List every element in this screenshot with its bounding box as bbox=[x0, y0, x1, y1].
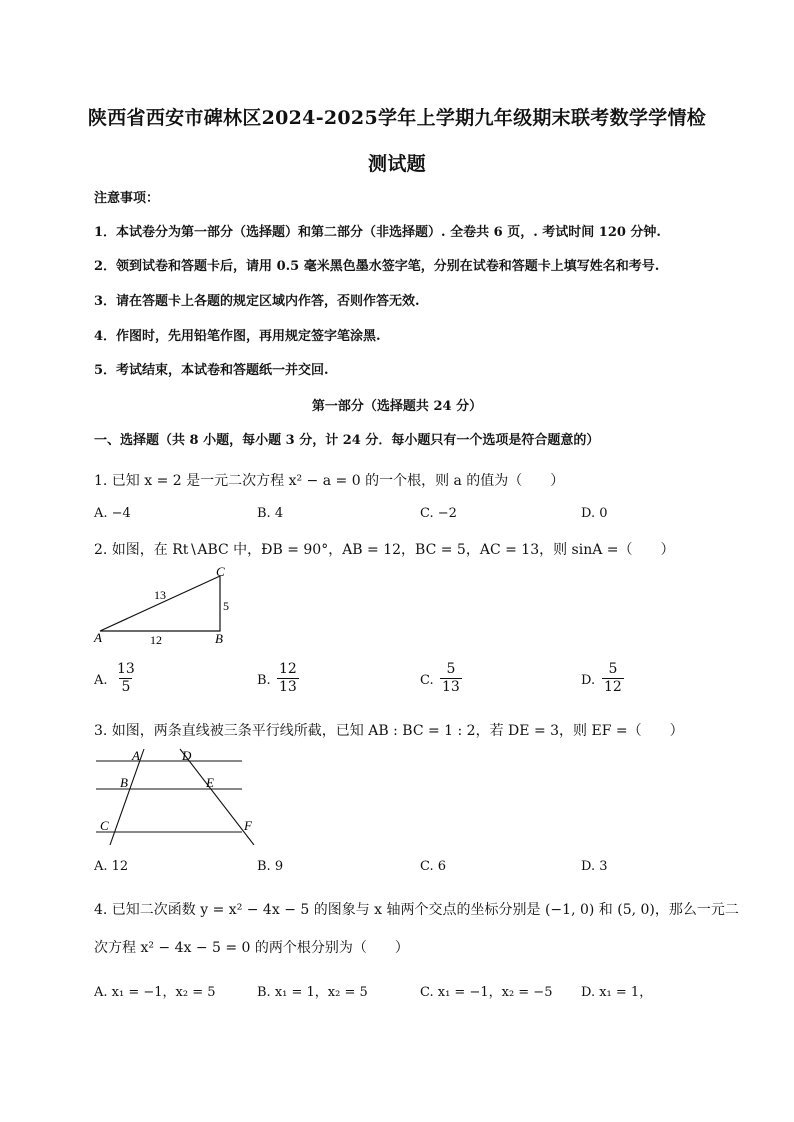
vertex-a-label: A bbox=[94, 630, 102, 645]
q2-option-c-letter: C. bbox=[420, 673, 434, 688]
triangle-outline bbox=[100, 576, 220, 631]
q1-stem: 1. 已知 x = 2 是一元二次方程 x² − a = 0 的一个根，则 a 的值为（ ） bbox=[94, 473, 565, 489]
point-f-label: F bbox=[244, 818, 252, 833]
q2-option-d-letter: D. bbox=[581, 673, 596, 688]
q3-option-c: C. 6 bbox=[420, 859, 447, 874]
notice-item-3: 3．请在答题卡上各题的规定区域内作答，否则作答无效. bbox=[94, 294, 420, 309]
point-c-label: C bbox=[100, 818, 109, 833]
point-b-label: B bbox=[120, 775, 128, 790]
point-d-label: D bbox=[182, 748, 192, 763]
vertex-c-label: C bbox=[216, 564, 225, 579]
q1-option-a: A. −4 bbox=[94, 506, 131, 521]
point-e-label: E bbox=[206, 775, 214, 790]
q2-option-b-fraction: $\frac{12}{13}$ bbox=[279, 661, 297, 695]
q2-option-d-fraction: $\frac{5}{12}$ bbox=[604, 661, 622, 695]
section-heading: 一、选择题（共 8 小题，每小题 3 分，计 24 分．每小题只有一个选项是符合题意的） bbox=[94, 433, 600, 448]
q2-triangle-figure bbox=[90, 562, 250, 648]
q4-option-a: A. x₁ = −1，x₂ = 5 bbox=[94, 985, 216, 1000]
leg-length: 5 bbox=[223, 599, 229, 613]
q3-option-a: A. 12 bbox=[94, 859, 129, 874]
q2-option-b-letter: B. bbox=[257, 673, 271, 688]
q2-option-c-fraction: $\frac{5}{13}$ bbox=[442, 661, 460, 695]
transversal-left bbox=[110, 749, 144, 845]
q1-option-d: D. 0 bbox=[581, 506, 608, 521]
q2-option-a-fraction: $\frac{13}{5}$ bbox=[117, 661, 135, 695]
q1-option-b: B. 4 bbox=[257, 506, 284, 521]
q4-option-b: B. x₁ = 1，x₂ = 5 bbox=[257, 985, 368, 1000]
q4-option-d: D. x₁ = 1， bbox=[581, 985, 653, 1000]
q4-stem-line1: 4. 已知二次函数 y = x² − 4x − 5 的图象与 x 轴两个交点的坐标分别是 (−1, 0) 和 (5, 0)，那么一元二 bbox=[94, 902, 739, 918]
q2-option-a-letter: A. bbox=[94, 673, 108, 688]
notice-heading: 注意事项： bbox=[94, 191, 160, 206]
exam-title-line2: 测试题 bbox=[368, 153, 426, 175]
notice-item-1: 1．本试卷分为第一部分（选择题）和第二部分（非选择题）. 全卷共 6 页，. 考试时间 120 分钟. bbox=[94, 225, 661, 240]
vertex-b-label: B bbox=[215, 631, 223, 646]
q2-stem: 2. 如图，在 Rt∖ABC 中，ÐB = 90°，AB = 12，BC = 5，AC = 13，则 sinA =（ ） bbox=[94, 542, 675, 558]
hypotenuse-length: 13 bbox=[154, 588, 166, 602]
q1-option-c: C. −2 bbox=[420, 506, 457, 521]
part1-heading: 第一部分（选择题共 24 分） bbox=[311, 399, 483, 414]
q3-option-d: D. 3 bbox=[581, 859, 608, 874]
base-length: 12 bbox=[150, 633, 162, 647]
q4-stem-line2: 次方程 x² − 4x − 5 = 0 的两个根分别为（ ） bbox=[94, 940, 409, 956]
point-a-label: A bbox=[132, 748, 140, 763]
q3-option-b: B. 9 bbox=[257, 859, 284, 874]
notice-item-4: 4．作图时，先用铅笔作图，再用规定签字笔涂黑. bbox=[94, 329, 381, 344]
transversal-right bbox=[180, 749, 254, 845]
q3-stem: 3. 如图，两条直线被三条平行线所截，已知 AB : BC = 1 : 2，若 DE = 3，则 EF =（ ） bbox=[94, 723, 684, 739]
notice-item-2: 2．领到试卷和答题卡后，请用 0.5 毫米黑色墨水签字笔，分别在试卷和答题卡上填写姓名和考号. bbox=[94, 259, 660, 274]
notice-item-5: 5．考试结束，本试卷和答题纸一并交回. bbox=[94, 363, 329, 378]
exam-title-line1: 陕西省西安市碑林区2024-2025学年上学期九年级期末联考数学学情检 bbox=[87, 107, 707, 129]
q3-parallel-lines-figure bbox=[90, 745, 260, 845]
q4-option-c: C. x₁ = −1，x₂ = −5 bbox=[420, 985, 553, 1000]
